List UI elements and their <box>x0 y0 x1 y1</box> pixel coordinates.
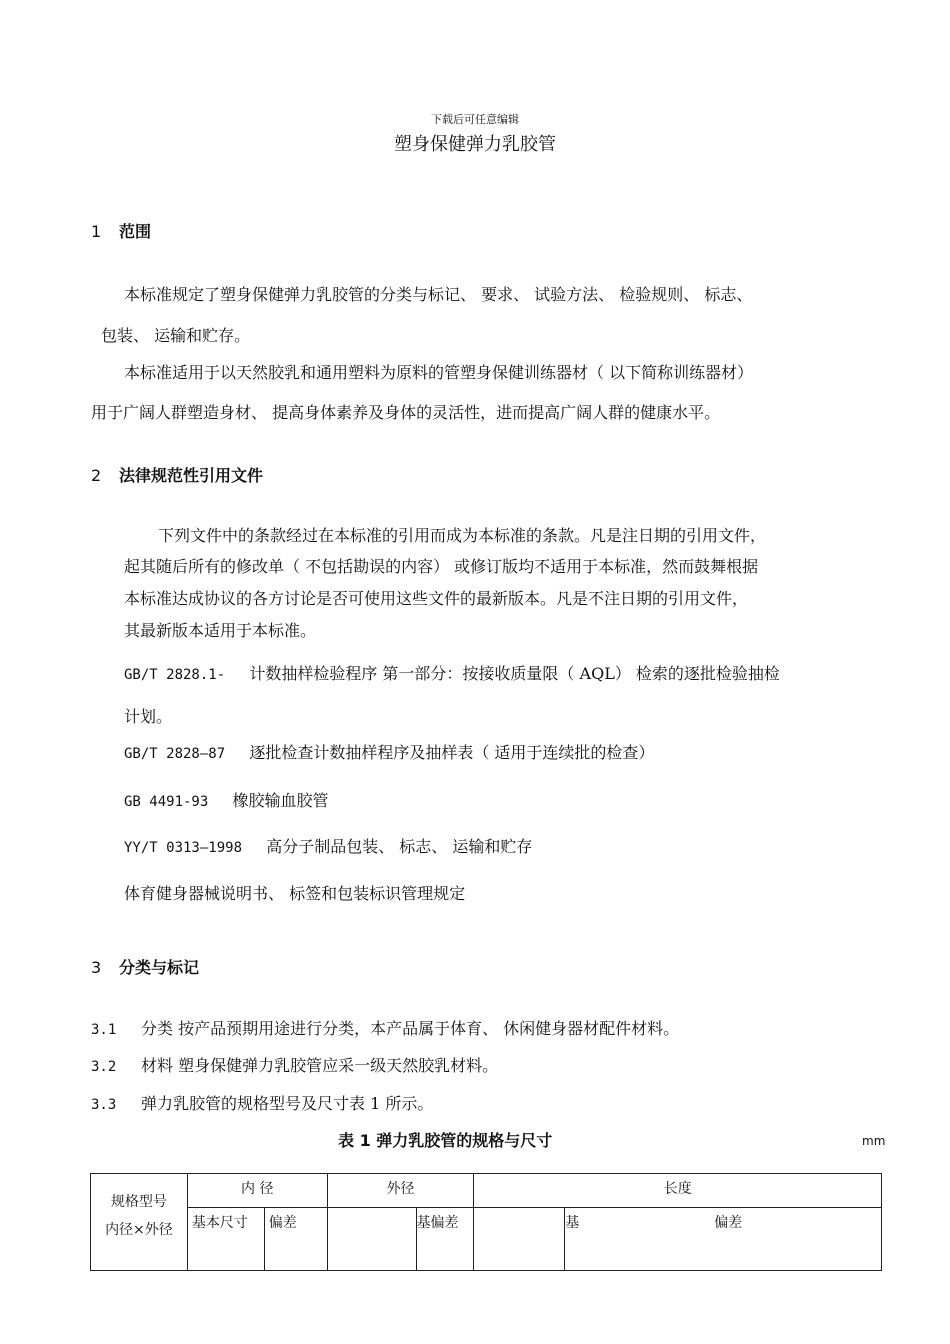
section-1-para-1-line-2: 包装、 运输和贮存。 <box>101 326 251 345</box>
clause-number: 3.1 <box>91 1022 117 1038</box>
clause-text: 分类 按产品预期用途进行分类，本产品属于体育、 休闲健身器材配件材料。 <box>141 1019 680 1038</box>
reference-item <box>124 661 780 684</box>
clause-item <box>91 1091 433 1114</box>
spec-table <box>90 1173 882 1271</box>
table-header-inner: 内 径 <box>187 1174 327 1208</box>
reference-text: 高分子制品包装、 标志、 运输和贮存 <box>266 837 533 856</box>
table-subheader-outer-deviation: 基偏差 <box>416 1208 474 1271</box>
table-caption: 表 1 弹力乳胶管的规格与尺寸 <box>338 1131 553 1150</box>
table-header-outer: 外径 <box>327 1174 474 1208</box>
table-header-model-line-2: 内径×外径 <box>105 1222 173 1238</box>
reference-item <box>124 834 532 857</box>
section-3-heading <box>91 955 199 978</box>
document-title: 塑身保健弹力乳胶管 <box>394 134 556 155</box>
section-1-number: 1 <box>91 222 102 241</box>
clause-item <box>91 1016 679 1039</box>
section-1-heading <box>91 219 151 242</box>
table-subheader-outer-basic <box>327 1208 416 1271</box>
reference-text: 计数抽样检验程序 第一部分：按接收质量限（ AQL） 检索的逐批检验抽检 <box>249 664 780 683</box>
table-header-model <box>91 1174 188 1271</box>
section-2-para-line-4: 其最新版本适用于本标准。 <box>124 621 317 640</box>
clause-item <box>91 1053 498 1076</box>
table-header-model-line-1: 规格型号 <box>110 1194 167 1210</box>
section-2-para-line-3: 本标准达成协议的各方讨论是否可使用这些文件的最新版本。凡是不注日期的引用文件， <box>124 589 749 608</box>
table-subheader-length-blank <box>474 1208 565 1271</box>
reference-item <box>124 704 172 727</box>
section-2-para-line-1: 下列文件中的条款经过在本标准的引用而成为本标准的条款。凡是注日期的引用文件， <box>158 526 767 545</box>
section-1-para-1-line-1: 本标准规定了塑身保健弹力乳胶管的分类与标记、 要求、 试验方法、 检验规则、 标志、 <box>124 285 753 304</box>
section-1-para-2-line-2: 用于广阔人群塑造身材、 提高身体素养及身体的灵活性，进而提高广阔人群的健康水平。 <box>91 403 721 422</box>
clause-number: 3.3 <box>91 1097 117 1113</box>
reference-code: GB 4491-93 <box>124 794 209 810</box>
reference-code: GB/T 2828.1- <box>124 667 226 683</box>
table-subheader-inner-deviation: 偏差 <box>264 1208 327 1271</box>
reference-code: GB/T 2828—87 <box>124 746 226 762</box>
table-header-length: 长度 <box>474 1174 882 1208</box>
clause-number: 3.2 <box>91 1059 117 1075</box>
clause-text: 弹力乳胶管的规格型号及尺寸表 1 所示。 <box>141 1094 434 1113</box>
section-3-title: 分类与标记 <box>119 958 200 977</box>
reference-code: YY/T 0313—1998 <box>124 840 243 856</box>
reference-item <box>124 881 465 904</box>
section-2-title: 法律规范性引用文件 <box>119 466 264 485</box>
header-note: 下载后可任意编辑 <box>431 113 519 126</box>
table-subheader-length <box>565 1208 882 1271</box>
reference-text: 体育健身器械说明书、 标签和包装标识管理规定 <box>124 884 466 903</box>
section-2-para-line-2: 起其随后所有的修改单（ 不包括勘误的内容） 或修订版均不适用于本标准，然而鼓舞根据 <box>124 557 759 576</box>
table-subheader-inner-basic: 基本尺寸 <box>187 1208 264 1271</box>
clause-text: 材料 塑身保健弹力乳胶管应采一级天然胶乳材料。 <box>141 1056 499 1075</box>
section-2-number: 2 <box>91 466 102 485</box>
section-1-para-2-line-1: 本标准适用于以天然胶乳和通用塑料为原料的管塑身保健训练器材（ 以下简称训练器材） <box>124 363 754 382</box>
table-subheader-length-basic: 基 <box>565 1215 580 1231</box>
table-subheader-length-deviation: 偏差 <box>714 1215 743 1231</box>
table-unit: mm <box>862 1134 886 1148</box>
reference-text: 计划。 <box>124 707 173 726</box>
reference-text: 橡胶输血胶管 <box>232 791 329 810</box>
section-1-title: 范围 <box>119 222 152 241</box>
reference-item <box>124 740 654 763</box>
reference-item <box>124 788 329 811</box>
reference-text: 逐批检查计数抽样程序及抽样表（ 适用于连续批的检查） <box>249 743 655 762</box>
section-2-heading <box>91 463 263 486</box>
section-3-number: 3 <box>91 958 102 977</box>
